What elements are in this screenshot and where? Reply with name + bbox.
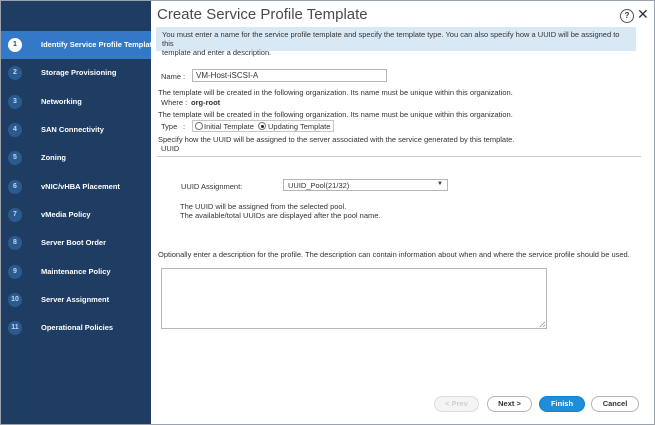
uuid-assignment-value: UUID_Pool(21/32) [288,181,350,190]
step-number: 9 [8,265,22,279]
finish-button[interactable]: Finish [539,396,585,412]
chevron-down-icon: ▼ [437,181,443,187]
description-textarea[interactable] [161,268,547,329]
updating-template-radio[interactable] [258,122,266,130]
sidebar-item-label: Networking [41,97,82,106]
sidebar-item-networking[interactable] [1,88,151,116]
uuid-help-2: The available/total UUIDs are displayed after the pool name. [180,211,381,220]
org-note-2: The template will be created in the following organization. Its name must be unique within this organization. [158,110,513,119]
banner-line-2: template and enter a description. [162,48,272,57]
prev-button[interactable]: < Prev [434,396,479,412]
uuid-note: Specify how the UUID will be assigned to the server associated with the service generated by this template. [158,135,515,144]
dialog-title: Create Service Profile Template [157,6,368,23]
sidebar-item-vmedia-policy[interactable] [1,201,151,229]
sidebar-item-server-assignment[interactable] [1,286,151,314]
sidebar-item-label: Maintenance Policy [41,267,111,276]
sidebar-item-label: Server Assignment [41,295,110,304]
sidebar-item-label: Server Boot Order [41,238,107,247]
sidebar-item-operational-policies[interactable] [1,314,151,342]
cancel-button[interactable]: Cancel [591,396,639,412]
resize-grip-icon[interactable] [539,321,545,327]
sidebar-item-label: Identify Service Profile Template [41,40,157,49]
where-label: Where : [161,98,188,107]
section-divider [157,156,641,157]
step-number: 10 [8,293,22,307]
step-number: 6 [8,180,22,194]
type-radio-group [192,120,334,132]
step-number: 7 [8,208,22,222]
type-colon: : [183,122,186,131]
step-number: 2 [8,66,22,80]
uuid-assignment-select[interactable] [283,179,448,191]
sidebar-item-storage-provisioning[interactable] [1,59,151,87]
where-value: org-root [191,98,221,107]
step-number: 4 [8,123,22,137]
step-number: 8 [8,236,22,250]
next-button[interactable]: Next > [487,396,532,412]
step-number: 5 [8,151,22,165]
sidebar-item-maintenance-policy[interactable] [1,258,151,286]
type-label: Type [161,122,178,131]
step-number: 3 [8,95,22,109]
sidebar-item-server-boot-order[interactable] [1,229,151,257]
help-icon[interactable]: ? [620,9,634,23]
sidebar-item-label: SAN Connectivity [41,125,104,134]
step-number: 11 [8,321,22,335]
sidebar-item-zoning[interactable] [1,144,151,172]
description-note: Optionally enter a description for the profile. The description can contain information about when and where the service profile should be used. [158,250,630,259]
sidebar-item-label: vNIC/vHBA Placement [41,182,120,191]
banner-line-1: You must enter a name for the service profile template and specify the template type. You can also specify how a UUID will be assigned to this [162,30,620,48]
step-number: 1 [8,38,22,52]
name-colon: : [183,72,186,81]
org-note: The template will be created in the following organization. Its name must be unique within this organization. [158,88,513,97]
updating-template-label[interactable]: Updating Template [268,122,331,131]
initial-template-radio[interactable] [195,122,203,130]
uuid-assignment-label: UUID Assignment: [181,182,243,191]
sidebar-item-label: vMedia Policy [41,210,91,219]
sidebar-item-identify-service-profile-template[interactable] [1,31,157,59]
sidebar-item-san-connectivity[interactable] [1,116,151,144]
sidebar-item-label: Operational Policies [41,323,114,332]
instruction-banner [156,27,636,57]
sidebar-item-label: Storage Provisioning [41,68,117,77]
wizard-sidebar [1,1,157,424]
uuid-help-1: The UUID will be assigned from the selected pool. [180,202,347,211]
name-label: Name [161,72,182,81]
uuid-section-header: UUID [161,144,180,153]
close-icon[interactable]: ✕ [637,6,649,22]
sidebar-item-vnic-vhba-placement[interactable] [1,173,151,201]
initial-template-label[interactable]: Initial Template [204,122,254,131]
name-input[interactable]: VM-Host-iSCSI-A [192,69,387,82]
sidebar-item-label: Zoning [41,153,66,162]
